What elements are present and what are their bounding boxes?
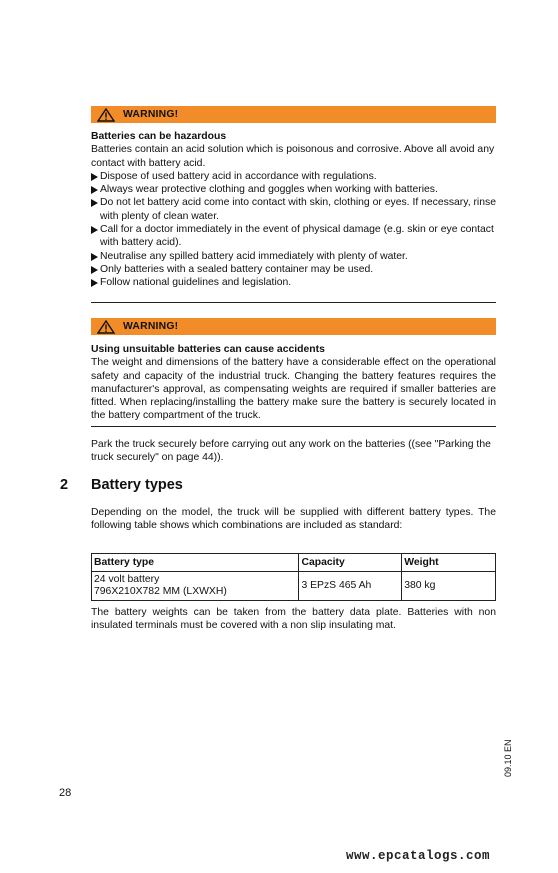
page-number: 28 [59, 787, 72, 799]
bullet-item: Only batteries with a sealed battery container may be used. [91, 263, 496, 276]
warning-banner-2 [91, 318, 496, 335]
warning-triangle-icon [97, 108, 115, 122]
warning-divider-2 [91, 426, 496, 427]
arrow-right-icon [91, 266, 98, 274]
battery-table [91, 553, 496, 601]
arrow-right-icon [91, 279, 98, 287]
closing-note: The battery weights can be taken from the battery data plate. Batteries with non insulated terminals must be covered with a non slip insulating mat. [91, 607, 496, 632]
arrow-right-icon [91, 173, 98, 181]
section-number: 2 [60, 477, 69, 493]
bullet-item: Do not let battery acid come into contact with skin, clothing or eyes. If necessary, rinse with plenty of clean water. [91, 196, 496, 223]
warning-label-1: WARNING! [123, 109, 179, 120]
warning-label-2: WARNING! [123, 321, 179, 332]
arrow-right-icon [91, 226, 98, 234]
arrow-right-icon [91, 199, 98, 207]
bullet-item: Follow national guidelines and legislation. [91, 276, 496, 289]
arrow-right-icon [91, 186, 98, 194]
table-row [92, 572, 496, 601]
capacity-cell: 3 EPzS 465 Ah [299, 572, 402, 601]
battery-type-cell: 24 volt battery 796X210X782 MM (LXWXH) [92, 572, 299, 601]
section-title: Battery types [91, 477, 183, 493]
bullet-item: Call for a doctor immediately in the event of physical damage (e.g. skin or eye contact with battery acid). [91, 223, 496, 250]
warning-heading-2: Using unsuitable batteries can cause accidents [91, 344, 325, 355]
warning-body-2: The weight and dimensions of the battery have a considerable effect on the operational safety and capacity of the industrial truck. Changing the battery features requires the manufacturer's approval, as compensating weights are required if smaller batteries are fitted. When replacing/installing the battery make sure the battery is securely located in the battery compartment of the truck. [91, 357, 496, 422]
warning-bullet-list-1 [91, 170, 496, 290]
park-note: Park the truck securely before carrying out any work on the batteries ((see "Parking the truck securely" on page 44)). [91, 439, 491, 464]
section-intro: Depending on the model, the truck will be supplied with different battery types. The following table shows which combinations are included as standard: [91, 507, 496, 532]
warning-intro-1: Batteries contain an acid solution which is poisonous and corrosive. Above all avoid any contact with battery acid. [91, 144, 495, 169]
warning-triangle-icon [97, 320, 115, 334]
column-header: Capacity [299, 554, 402, 572]
bullet-item: Dispose of used battery acid in accordance with regulations. [91, 170, 496, 183]
weight-cell: 380 kg [402, 572, 496, 601]
warning-divider-1 [91, 302, 496, 303]
watermark: www.epcatalogs.com [346, 849, 491, 863]
warning-content-2 [91, 343, 496, 423]
warning-heading-1: Batteries can be hazardous [91, 131, 227, 142]
column-header: Weight [402, 554, 496, 572]
warning-content-1 [91, 130, 496, 290]
arrow-right-icon [91, 253, 98, 261]
table-header-row [92, 554, 496, 572]
bullet-item: Always wear protective clothing and goggles when working with batteries. [91, 183, 496, 196]
edition-label: 09.10 EN [503, 739, 513, 777]
warning-banner-1 [91, 106, 496, 123]
bullet-item: Neutralise any spilled battery acid immediately with plenty of water. [91, 250, 496, 263]
column-header: Battery type [92, 554, 299, 572]
